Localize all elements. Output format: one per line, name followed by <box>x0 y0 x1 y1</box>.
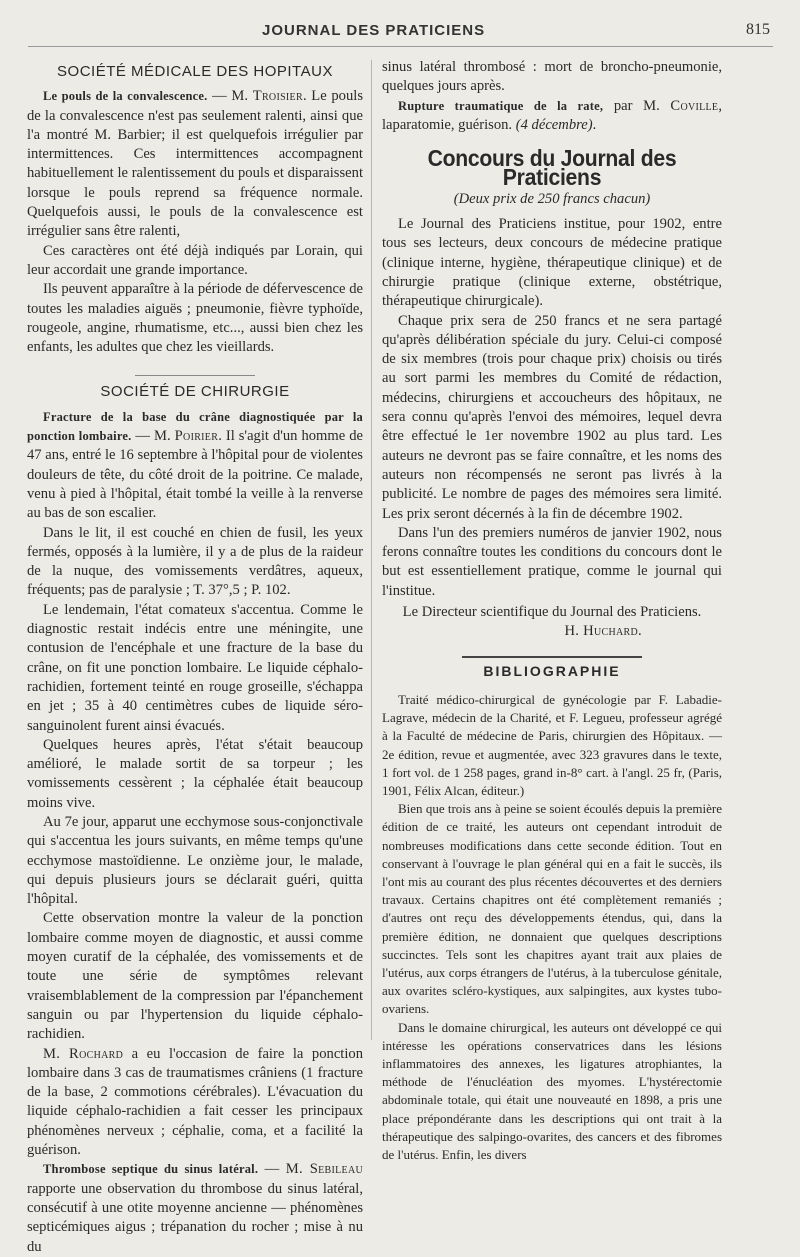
paragraph-text: Le pouls de la convalescence n'est pas seulement ralenti, ainsi que l'a montré M. Barbier; il est quelquefois irrégulier par intermittences. Ces intermittences accompagnent habituellement le ralentissement du pouls et disparaissent lorsque le pouls reprend sa fréquence normale. Quelquefois aussi, le pouls de la convalescence est irrégulier sans être ralenti, <box>27 88 363 240</box>
paragraph: Dans le domaine chirurgical, les auteurs ont développé ce qui intéresse les opérations conservatrices dans les lésions inflammatoires des annexes, les ligatures atrophiantes, la méthode de l'énucléation des myomes. L'hystérectomie abdominale totale, qui était une nouveauté en 1898, a pris une place prépondérante dans les descriptions qui ont trait à la thérapeutique des salpingo-ovarites, des cancers et des fibromes de l'utérus. Enfin, les divers <box>382 1019 722 1162</box>
article-rochard <box>27 1045 363 1161</box>
author-name: Coville <box>670 97 719 114</box>
concours-heading: Concours du Journal des Praticiens <box>427 145 677 191</box>
bibliographie-heading: BIBLIOGRAPHIE <box>483 662 621 679</box>
running-head <box>0 18 800 44</box>
author-name: Poirier <box>174 428 219 445</box>
article-lead: Fracture de la base du crâne diagnostiquée par la ponction lombaire. <box>27 409 363 444</box>
author-name: M. Rochard <box>43 1045 124 1062</box>
paragraph: Dans le lit, il est couché en chien de fusil, les yeux fermés, opposés à la lumière, il y a de plus de la raideur de la nuque, des vomissements verdâtres, aqueux, fréquents; pas de paralysie ; T. 37°,5 ; P. 102. <box>27 524 363 599</box>
paragraph-text: rapporte une observation du thrombose du sinus latéral, consécutif à une otite moyenne ancienne — phénomènes septicémiques aigus ; trépanation du rocher ; mise à nu du <box>27 1180 363 1255</box>
concours-subtitle: (Deux prix de 250 francs chacun) <box>453 190 651 207</box>
paragraph: Bien que trois ans à peine se soient écoulés depuis la première édition de ce traité, les auteurs ont cependant introduit de nombreuses modifications dans cette seconde édition. Tout en conservant à l'ouvrage le plan général qui en a fait le succès, ils l'ont mis au courant des plus récentes découvertes et des derniers travaux. Certains chapitres ont été complètement remaniés ; d'autres ont reçu des développements étendus, qui, dans la première édition, ne donnaient que quelques descriptions succinctes. Tels sont les chapitres ayant trait aux plaies de l'utérus, aux corps étrangers de l'utérus, à la tuberculose génitale, aux ovarites scléro-kystiques, aux salpingites, aux kystes tubo-ovariens. <box>382 801 722 1017</box>
journal-title: JOURNAL DES PRATICIENS <box>262 22 486 39</box>
section-divider <box>135 375 255 376</box>
paragraph: Quelques heures après, l'état s'était beaucoup amélioré, le malade sortit de sa torpeur ; les vomissements cessèrent ; la céphalée était beaucoup moins vive. <box>27 736 363 811</box>
left-column <box>27 58 364 1255</box>
paragraph: Le lendemain, l'état comateux s'accentua. Comme le diagnostic restait indécis entre une méningite, une contusion de l'encéphale et une fracture de la base du crâne, on fit une ponction lombaire. Le liquide céphalo-rachidien, fortement teinté en rouge groseille, s'échappa en jet ; 35 à 40 centimètres cubes de liquide séro-sanguinolent furent ainsi évacués. <box>27 601 363 734</box>
bibliographie-rule <box>462 656 642 658</box>
article-fracture: Fracture de la base du crâne diagnostiquée par la ponction lombaire. — M. Poirier. Il s'agit d'un homme de 47 ans, entré le 16 septembre à l'hôpital pour de violentes douleurs de tête, du côté droit de la poitrine. Ce malade, venu à pied à l'hôpital, était tombé la veille à la renverse au bas de son escalier. <box>27 409 364 522</box>
paragraph: Dans l'un des premiers numéros de janvier 1902, nous ferons connaître toutes les conditions du concours dont le but est essentiellement pratique, comme le journal qui l'institue. <box>382 524 722 599</box>
paragraph: Au 7e jour, apparut une ecchymose sous-conjonctivale qui s'accentua les jours suivants, en même temps qu'une ecchymose mastoïdienne. Le onzième jour, le malade, qui depuis plusieurs jours se déclarait guéri, quitta l'hôpital. <box>27 813 363 908</box>
section-title-chirurgie: SOCIÉTÉ DE CHIRURGIE <box>100 383 290 401</box>
article-pouls: Le pouls de la convalescence. — M. Troisier. Le pouls de la convalescence n'est pas seulement ralenti, ainsi que l'a montré M. Barbier; il est quelquefois irrégulier par intermittences. Ces intermittences accompagnent habituellement le ralentissement du pouls et disparaissent lorsque le pouls reprend sa fréquence normale. Quelquefois aussi, le pouls de la convalescence est irrégulier sans être ralenti, <box>27 88 363 240</box>
right-column <box>382 58 722 1162</box>
article-rate: Rupture traumatique de la rate, par M. Coville, laparatomie, guérison. (4 décembre). <box>382 97 722 133</box>
paragraph: Ils peuvent apparaître à la période de défervescence de toutes les maladies aiguës ; pneumonie, fièvre typhoïde, rougeole, angine, rhumatisme, etc..., aussi bien chez les enfants, les adultes que chez les vieillards. <box>27 281 363 356</box>
section-title-hopitaux: SOCIÉTÉ MÉDICALE DES HOPITAUX <box>57 63 333 80</box>
article-lead: Rupture traumatique de la rate, <box>398 98 604 113</box>
header-rule <box>28 46 773 47</box>
paragraph: Cette observation montre la valeur de la ponction lombaire comme moyen de diagnostic, et aussi comme moyen curatif de la céphalée, des vomissements et de toute une série de symptômes relevant vraisemblablement de la compression par l'épanchement sanguin ou par l'hypertension du liquide céphalo-rachidien. <box>27 910 363 1043</box>
paragraph-text: a eu l'occasion de faire la ponction lombaire dans 3 cas de traumatismes crâniens (1 fracture de la base, 2 commotions cérébrales). L'évacuation du liquide céphalo-rachidien a fait cesser les principaux phénomènes nerveux ; céphalie, coma, et a facilité la guérison. <box>27 1045 363 1159</box>
signature-line: Le Directeur scientifique du Journal des Praticiens. <box>402 604 702 621</box>
author-name: Troisier <box>252 88 303 105</box>
column-divider <box>371 60 372 1040</box>
page-number: 815 <box>746 21 770 38</box>
book-entry: Traité médico-chirurgical de gynécologie par F. Labadie-Lagrave, médecin de la Charité, et F. Legueu, professeur agrégé à la Faculté de médecine de Paris, chirurgien des Hôpitaux. — 2e édition, revue et augmentée, avec 323 gravures dans le texte, 1 fort vol. de 1 258 pages, grand in-8° cart. à l'angl. 25 fr, (Paris, 1901, Félix Alcan, éditeur.) <box>382 691 722 798</box>
article-date: (4 décembre) <box>515 116 593 133</box>
author-name: M. Sebileau <box>285 1161 363 1178</box>
paragraph: sinus latéral thrombosé : mort de broncho-pneumonie, quelques jours après. <box>382 59 722 95</box>
paragraph-text: Il s'agit d'un homme de 47 ans, entré le 16 septembre à l'hôpital pour de violentes douleurs de tête, du côté droit de la poitrine. Ce malade, venu à pied à l'hôpital, était tombé la veille à la renverse au bas de son escalier. <box>27 428 364 522</box>
paragraph: Chaque prix sera de 250 francs et ne sera partagé qu'après délibération spéciale du jury. Celui-ci composé de six membres (trois pour chaque prix) choisis ou tirés au sort parmi les membres du Comité de rédaction, médecins, chirurgiens et accoucheurs des hôpitaux, ne sera connu qu'après l'envoi des mémoires, lequel devra être effectué le 1er novembre 1902 au plus tard. Les auteurs ne devront pas se faire connaître, et les noms des auteurs non récompensés ne seront pas livrés à la publicité. Le nombre de pages des mémoires sera limité. Les prix seront décernés à la fin de décembre 1902. <box>382 312 722 522</box>
signature-name: H. Huchard. <box>564 623 642 640</box>
paragraph: Ces caractères ont été déjà indiqués par Lorain, qui leur accordait une grande importance. <box>27 242 363 278</box>
article-lead: Thrombose septique du sinus latéral. <box>43 1162 259 1177</box>
paragraph-text: laparatomie, guérison. <box>382 116 513 133</box>
article-thrombose: Thrombose septique du sinus latéral. — M. Sebileau rapporte une observation du thrombose du sinus latéral, consécutif à une otite moyenne ancienne — phénomènes septicémiques aigus ; trépanation du rocher ; mise à nu du <box>27 1161 363 1255</box>
paragraph: Le Journal des Praticiens institue, pour 1902, entre tous ses lecteurs, deux concours de médecine pratique (clinique interne, hygiène, thérapeutique clinique) et de chirurgie pratique (clinique externe, obstétrique, thérapeutique chirurgicale). <box>382 216 722 310</box>
article-lead: Le pouls de la convalescence. <box>43 89 208 104</box>
